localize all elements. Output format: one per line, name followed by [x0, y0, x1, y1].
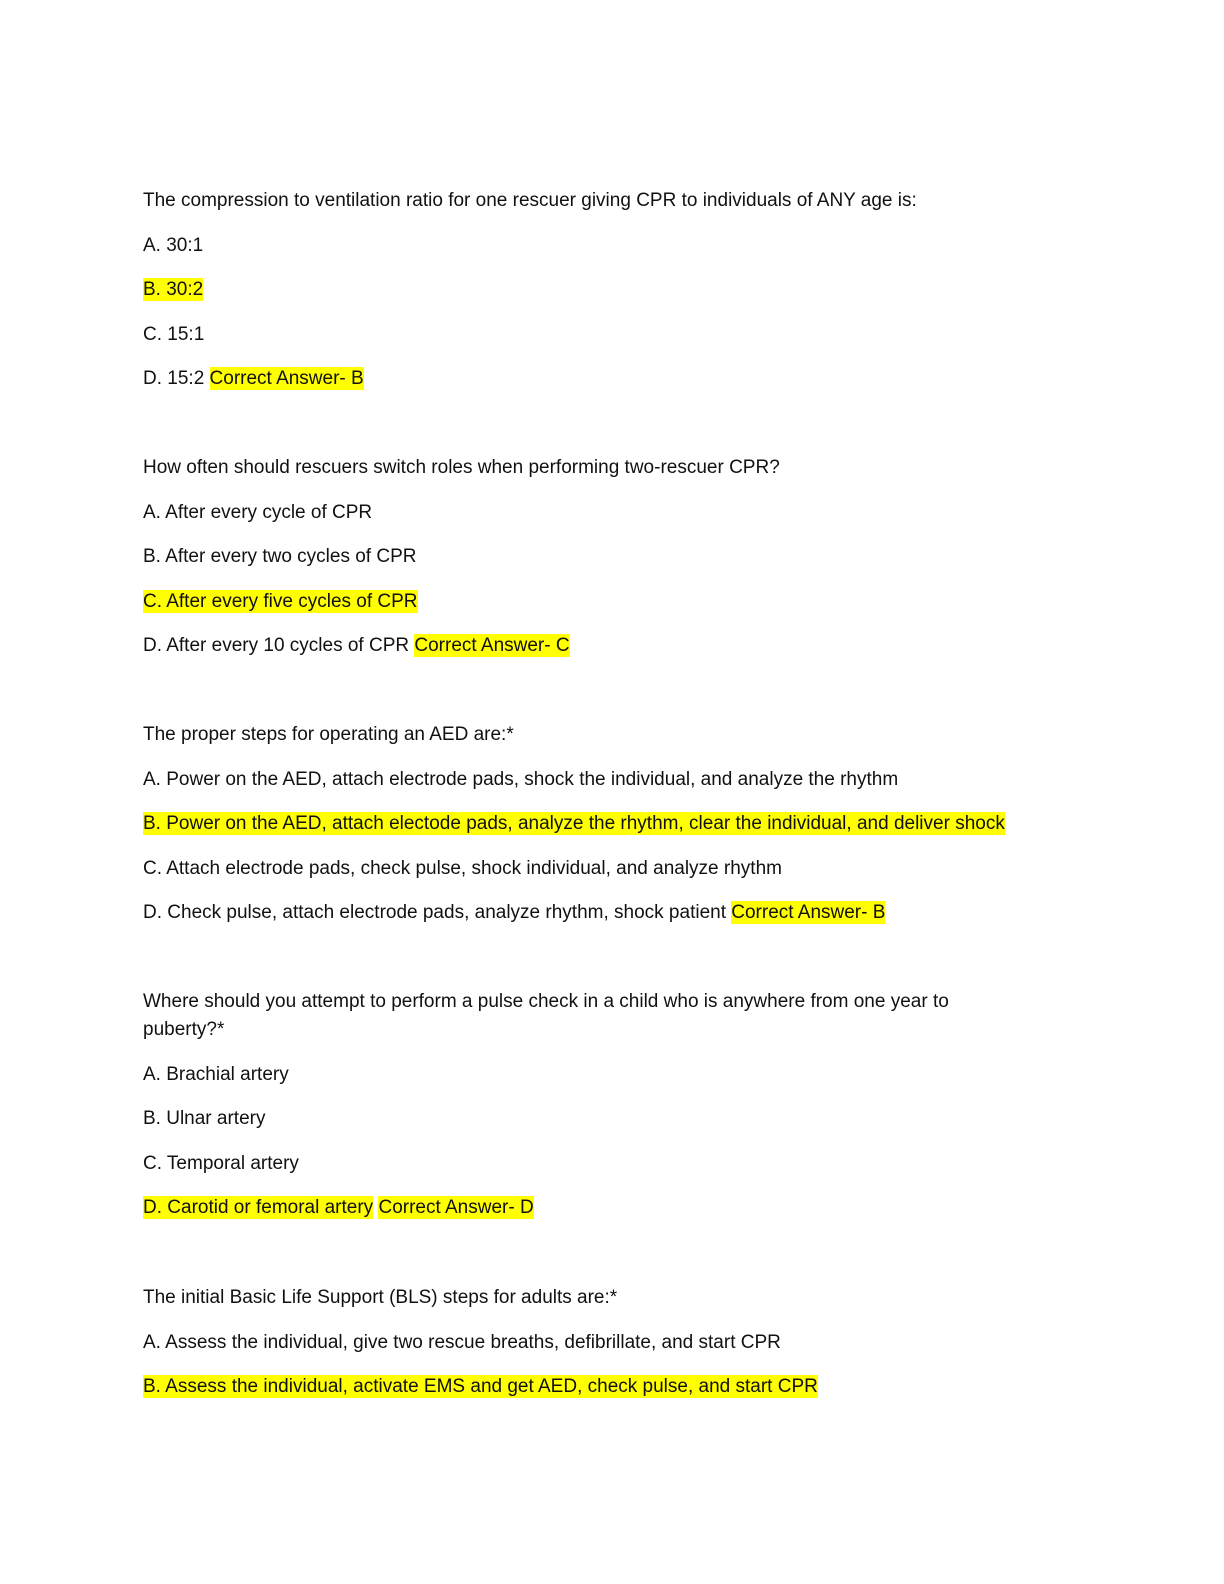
option-text-highlighted: B. 30:2: [143, 279, 204, 300]
option-text-highlighted: B. Assess the individual, activate EMS and get AED, check pulse, and start CPR: [143, 1376, 818, 1397]
option-b: [143, 1373, 1043, 1401]
option-d: [143, 632, 1043, 660]
option-text: C. Temporal artery: [143, 1152, 299, 1174]
question-text: The proper steps for operating an AED are:*: [143, 724, 514, 745]
question-text: Where should you attempt to perform a pulse check in a child who is anywhere from one year to puberty?*: [143, 991, 949, 1040]
option-a: [143, 1061, 1043, 1089]
option-d: [143, 365, 1043, 393]
option-a: [143, 499, 1043, 527]
option-text-highlighted: D. Carotid or femoral artery: [143, 1197, 374, 1218]
option-c: [143, 855, 1043, 883]
correct-answer-label: Correct Answer- B: [731, 902, 886, 923]
question-1: [143, 187, 1043, 393]
option-d: [143, 899, 1043, 927]
option-text: C. 15:1: [143, 323, 205, 345]
option-b: [143, 543, 1043, 571]
option-text: A. Assess the individual, give two rescue breaths, defibrillate, and start CPR: [143, 1331, 781, 1353]
option-c: [143, 588, 1043, 616]
question-text: The compression to ventilation ratio for one rescuer giving CPR to individuals of ANY age is:: [143, 190, 917, 211]
option-c: [143, 321, 1043, 349]
question-text: The initial Basic Life Support (BLS) steps for adults are:*: [143, 1287, 618, 1308]
option-text: C. Attach electrode pads, check pulse, shock individual, and analyze rhythm: [143, 857, 782, 879]
option-b: [143, 810, 1043, 838]
option-a: [143, 1329, 1043, 1357]
question-2: [143, 454, 1043, 660]
question-4: [143, 988, 1043, 1222]
question-text: How often should rescuers switch roles when performing two-rescuer CPR?: [143, 457, 780, 478]
option-text: A. Brachial artery: [143, 1063, 289, 1085]
option-a: [143, 766, 1043, 794]
option-b: [143, 276, 1043, 304]
correct-answer-label: Correct Answer- B: [209, 368, 364, 389]
option-text: A. After every cycle of CPR: [143, 501, 373, 523]
correct-answer-label: Correct Answer- D: [378, 1197, 534, 1218]
correct-answer-label: Correct Answer- C: [414, 635, 570, 656]
option-d: [143, 1194, 1043, 1222]
option-text: B. After every two cycles of CPR: [143, 546, 417, 567]
option-text: D. After every 10 cycles of CPR: [143, 635, 410, 656]
option-a: [143, 232, 1043, 260]
option-b: [143, 1105, 1043, 1133]
question-5: [143, 1284, 1043, 1401]
option-text: D. 15:2: [143, 368, 205, 389]
option-text: A. Power on the AED, attach electrode pads, shock the individual, and analyze the rhythm: [143, 768, 899, 790]
option-text-highlighted: C. After every five cycles of CPR: [143, 590, 418, 612]
option-c: [143, 1150, 1043, 1178]
option-text: B. Ulnar artery: [143, 1108, 266, 1129]
option-text: D. Check pulse, attach electrode pads, analyze rhythm, shock patient: [143, 902, 726, 923]
option-text-highlighted: B. Power on the AED, attach electode pads, analyze the rhythm, clear the individual, and deliver shock: [143, 813, 1005, 834]
option-text: A. 30:1: [143, 234, 204, 256]
question-3: [143, 721, 1043, 927]
